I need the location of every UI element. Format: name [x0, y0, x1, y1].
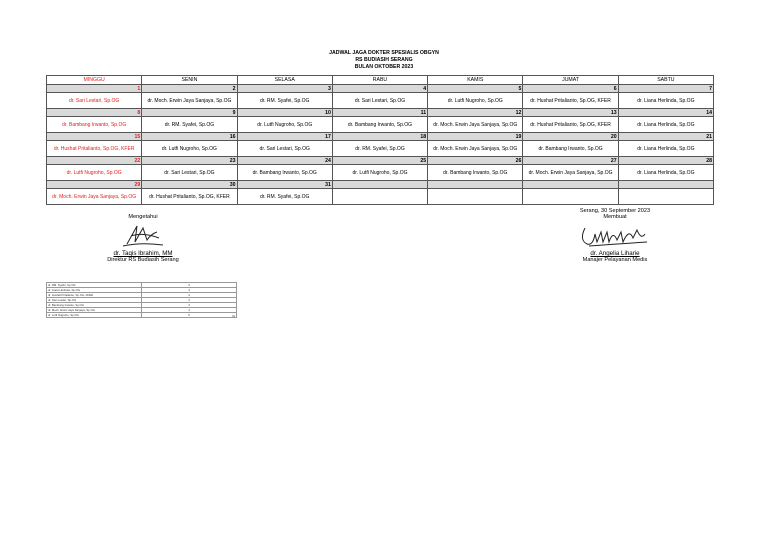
- doctor-cell: dr. Moch. Erwin Jaya Sanjaya, Sp.OG: [428, 117, 523, 133]
- summary-doctor-name: dr. Hushat Pritalianto, Sp.OG, KFER: [47, 293, 142, 298]
- doctor-cell: dr. Lutfi Nugroho, Sp.OG: [237, 117, 332, 133]
- doctor-cell: dr. Hushat Pritalianto, Sp.OG, KFER: [142, 189, 237, 205]
- director-name: dr. Taqis Ibrahim, MM: [113, 250, 173, 257]
- date-cell: 1: [47, 85, 142, 93]
- duty-summary-total: 31: [232, 314, 236, 318]
- summary-duty-count: 4: [142, 308, 237, 313]
- doctor-cell: dr. Liana Herlinda, Sp.OG: [618, 93, 713, 109]
- summary-duty-count: 4: [142, 283, 237, 288]
- date-cell: [618, 181, 713, 189]
- date-cell: 27: [523, 157, 618, 165]
- date-cell: 18: [332, 133, 427, 141]
- date-cell: 6: [523, 85, 618, 93]
- date-cell: 19: [428, 133, 523, 141]
- date-cell: 20: [523, 133, 618, 141]
- date-cell: 17: [237, 133, 332, 141]
- doctor-cell: [332, 189, 427, 205]
- date-cell: 12: [428, 109, 523, 117]
- schedule-month: BULAN OKTOBER 2023: [354, 64, 414, 70]
- summary-duty-count: 5: [142, 313, 237, 318]
- schedule-table: [46, 75, 714, 205]
- doctor-cell: dr. RM. Syafei, Sp.OG: [142, 117, 237, 133]
- summary-duty-count: 4: [142, 298, 237, 303]
- date-cell: [523, 181, 618, 189]
- doctor-cell: dr. Bambang Irwanto, Sp.OG: [428, 165, 523, 181]
- date-cell: 3: [237, 85, 332, 93]
- day-header-sabtu: SABTU: [618, 76, 713, 85]
- director-signature-icon: [113, 220, 173, 250]
- doctor-cell: dr. Lutfi Nugroho, Sp.OG: [332, 165, 427, 181]
- doctor-cell: dr. Bambang Irwanto, Sp.OG: [237, 165, 332, 181]
- doctor-cell: dr. Sari Lestari, Sp.OG: [142, 165, 237, 181]
- date-cell: [428, 181, 523, 189]
- date-cell: 5: [428, 85, 523, 93]
- manager-name: dr. Angelia Liharie: [590, 250, 640, 257]
- summary-row: [47, 313, 237, 318]
- doctor-cell: [428, 189, 523, 205]
- manager-role: Manajer Pelayanan Medis: [582, 257, 648, 263]
- summary-duty-count: 4: [142, 293, 237, 298]
- doctor-cell: dr. Liana Herlinda, Sp.OG: [618, 165, 713, 181]
- document-header: [0, 50, 768, 71]
- day-header-selasa: SELASA: [237, 76, 332, 85]
- summary-doctor-name: dr. Sari Lestari, Sp.OG: [47, 298, 142, 303]
- summary-doctor-name: dr. Bambang Irwanto, Sp.OG: [47, 303, 142, 308]
- day-header-kamis: KAMIS: [428, 76, 523, 85]
- date-cell: 21: [618, 133, 713, 141]
- doctor-cell: dr. Bambang Irwanto, Sp.OG: [332, 117, 427, 133]
- schedule-title: JADWAL JAGA DOKTER SPESIALIS OBGYN: [329, 50, 439, 56]
- doctor-cell: dr. Hushat Pritalianto, Sp.OG, KFER: [523, 93, 618, 109]
- summary-duty-count: 4: [142, 303, 237, 308]
- date-cell: 10: [237, 109, 332, 117]
- date-row: [47, 181, 714, 189]
- doctor-cell: [618, 189, 713, 205]
- summary-doctor-name: dr. RM. Syafei, Sp.OG: [47, 283, 142, 288]
- date-cell: 11: [332, 109, 427, 117]
- day-header-row: [47, 76, 714, 85]
- date-cell: 15: [47, 133, 142, 141]
- date-cell: 9: [142, 109, 237, 117]
- date-cell: 7: [618, 85, 713, 93]
- doctor-cell: dr. Liana Herlinda, Sp.OG: [618, 141, 713, 157]
- day-header-jumat: JUMAT: [523, 76, 618, 85]
- hospital-name: RS BUDIASIH SERANG: [355, 57, 413, 63]
- doctor-cell: dr. Liana Herlinda, Sp.OG: [618, 117, 713, 133]
- date-cell: 30: [142, 181, 237, 189]
- day-header-rabu: RABU: [332, 76, 427, 85]
- doctor-cell: dr. RM. Syafei, Sp.OG: [237, 93, 332, 109]
- summary-doctor-name: dr. Lutfi Nugroho, Sp.OG: [47, 313, 142, 318]
- date-cell: 2: [142, 85, 237, 93]
- date-cell: 4: [332, 85, 427, 93]
- doctor-cell: dr. Moch. Erwin Jaya Sanjaya, Sp.OG: [523, 165, 618, 181]
- summary-doctor-name: dr. Moch. Erwin Jaya Sanjaya, Sp.OG: [47, 308, 142, 313]
- doctor-row: [47, 189, 714, 205]
- date-cell: 23: [142, 157, 237, 165]
- summary-doctor-name: dr. Liana Herlinda, Sp.OG: [47, 288, 142, 293]
- date-cell: 8: [47, 109, 142, 117]
- doctor-cell: dr. Sari Lestari, Sp.OG: [332, 93, 427, 109]
- doctor-row: [47, 117, 714, 133]
- signing-place-date: Serang, 30 September 2023: [579, 208, 651, 214]
- doctor-cell: dr. Lutfi Nugroho, Sp.OG: [428, 93, 523, 109]
- doctor-cell: [523, 189, 618, 205]
- doctor-cell: dr. Bambang Irwanto, Sp.OG: [47, 117, 142, 133]
- date-row: [47, 157, 714, 165]
- doctor-cell: dr. Bambang Irwanto, Sp.OG: [523, 141, 618, 157]
- doctor-cell: dr. Sari Lestari, Sp.OG: [237, 141, 332, 157]
- date-row: [47, 109, 714, 117]
- date-cell: 25: [332, 157, 427, 165]
- doctor-row: [47, 141, 714, 157]
- summary-duty-count: 4: [142, 288, 237, 293]
- signature-block-manager: [570, 208, 660, 263]
- doctor-cell: dr. Sari Lestari, Sp.OG: [47, 93, 142, 109]
- doctor-cell: dr. Moch. Erwin Jaya Sanjaya, Sp.OG: [47, 189, 142, 205]
- date-cell: 13: [523, 109, 618, 117]
- date-cell: 26: [428, 157, 523, 165]
- date-cell: 31: [237, 181, 332, 189]
- manager-signature-icon: [575, 220, 655, 250]
- date-cell: 24: [237, 157, 332, 165]
- date-cell: 22: [47, 157, 142, 165]
- signature-block-director: [98, 214, 188, 263]
- day-header-senin: SENIN: [142, 76, 237, 85]
- director-role: Direktur RS Budiasih Serang: [107, 257, 179, 263]
- date-row: [47, 133, 714, 141]
- made-by-label: Membuat: [603, 214, 627, 220]
- doctor-cell: dr. Lutfi Nugroho, Sp.OG: [142, 141, 237, 157]
- date-cell: [332, 181, 427, 189]
- date-cell: 16: [142, 133, 237, 141]
- doctor-cell: dr. Moch. Erwin Jaya Sanjaya, Sp.OG: [142, 93, 237, 109]
- date-row: [47, 85, 714, 93]
- doctor-cell: dr. Moch. Erwin Jaya Sanjaya, Sp.OG: [428, 141, 523, 157]
- duty-summary-table: [46, 282, 237, 318]
- doctor-cell: dr. Hushat Pritalianto, Sp.OG, KFER: [47, 141, 142, 157]
- doctor-cell: dr. Lutfi Nugroho, Sp.OG: [47, 165, 142, 181]
- doctor-row: [47, 93, 714, 109]
- doctor-cell: dr. Hushat Pritalianto, Sp.OG, KFER: [523, 117, 618, 133]
- day-header-minggu: MINGGU: [47, 76, 142, 85]
- doctor-row: [47, 165, 714, 181]
- doctor-cell: dr. RM. Syafei, Sp.OG: [237, 189, 332, 205]
- date-cell: 28: [618, 157, 713, 165]
- date-cell: 29: [47, 181, 142, 189]
- doctor-cell: dr. RM. Syafei, Sp.OG: [332, 141, 427, 157]
- date-cell: 14: [618, 109, 713, 117]
- acknowledged-label: Mengetahui: [128, 214, 158, 220]
